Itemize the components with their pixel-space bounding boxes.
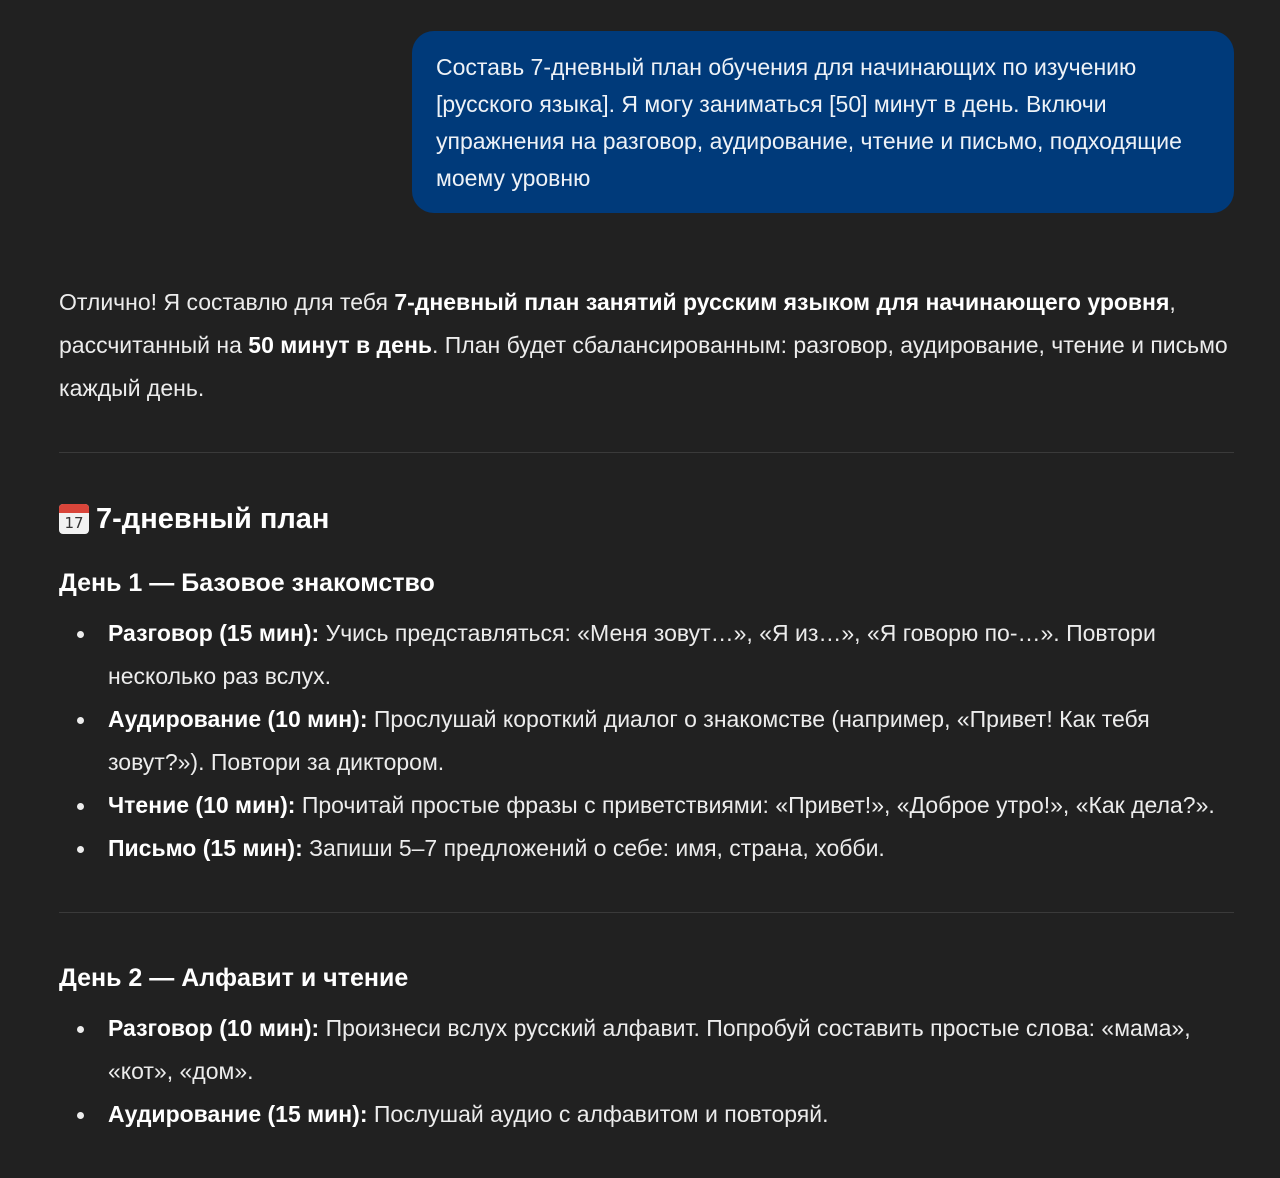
list-item xyxy=(59,784,1234,827)
item-text: Послушай аудио с алфавитом и повторяй. xyxy=(367,1101,829,1127)
plan-title-text: 7-дневный план xyxy=(96,503,330,535)
bullet-icon xyxy=(77,717,84,724)
list-item xyxy=(59,612,1234,698)
user-message-text: Составь 7-дневный план обучения для начинающих по изучению [русского языка]. Я могу заниматься [50] минут в день. Включи упражнения на разговор, аудирование, чтение и письмо, подходящие моему уровню xyxy=(436,54,1182,191)
list-item xyxy=(59,698,1234,784)
intro-text: . План будет сбалансированным: разговор, аудирование, чтение и письмо каждый день. xyxy=(59,332,1228,401)
calendar-icon xyxy=(59,504,89,534)
item-label: Аудирование (10 мин): xyxy=(108,706,368,732)
user-message-bubble xyxy=(412,31,1234,213)
bullet-icon xyxy=(77,1026,84,1033)
intro-paragraph xyxy=(59,281,1234,410)
calendar-icon-number: 17 xyxy=(64,514,84,532)
plan-heading xyxy=(59,499,1234,539)
day-2-heading: День 2 — Алфавит и чтение xyxy=(59,964,409,992)
list-item xyxy=(59,1093,1234,1136)
item-text: Прослушай короткий диалог о знакомстве (например, «Привет! Как тебя зовут?»). Повтори за диктором. xyxy=(108,706,1150,775)
bullet-icon xyxy=(77,631,84,638)
item-text: Учись представляться: «Меня зовут…», «Я из…», «Я говорю по-…». Повтори несколько раз вслух. xyxy=(108,620,1156,689)
item-label: Аудирование (15 мин): xyxy=(108,1101,368,1127)
list-item xyxy=(59,1007,1234,1093)
bullet-icon xyxy=(77,846,84,853)
day-1-list xyxy=(59,612,1234,870)
item-label: Чтение (10 мин): xyxy=(108,792,296,818)
item-label: Письмо (15 мин): xyxy=(108,835,303,861)
intro-bold-plan: 7-дневный план занятий русским языком для начинающего уровня xyxy=(394,289,1170,315)
intro-text: Отлично! Я составлю для тебя xyxy=(59,289,395,315)
item-text: Прочитай простые фразы с приветствиями: «Привет!», «Доброе утро!», «Как дела?». xyxy=(295,792,1215,818)
bullet-icon xyxy=(77,803,84,810)
assistant-message xyxy=(59,281,1234,1136)
intro-bold-time: 50 минут в день xyxy=(248,332,432,358)
divider xyxy=(59,912,1234,913)
item-text: Запиши 5–7 предложений о себе: имя, страна, хобби. xyxy=(302,835,885,861)
item-label: Разговор (15 мин): xyxy=(108,620,320,646)
item-text: Произнеси вслух русский алфавит. Попробуй составить простые слова: «мама», «кот», «дом». xyxy=(108,1015,1191,1084)
day-1-heading: День 1 — Базовое знакомство xyxy=(59,569,435,597)
list-item xyxy=(59,827,1234,870)
divider xyxy=(59,452,1234,453)
day-2-list xyxy=(59,1007,1234,1136)
bullet-icon xyxy=(77,1112,84,1119)
intro-text: , рассчитанный на xyxy=(59,289,1176,358)
item-label: Разговор (10 мин): xyxy=(108,1015,320,1041)
